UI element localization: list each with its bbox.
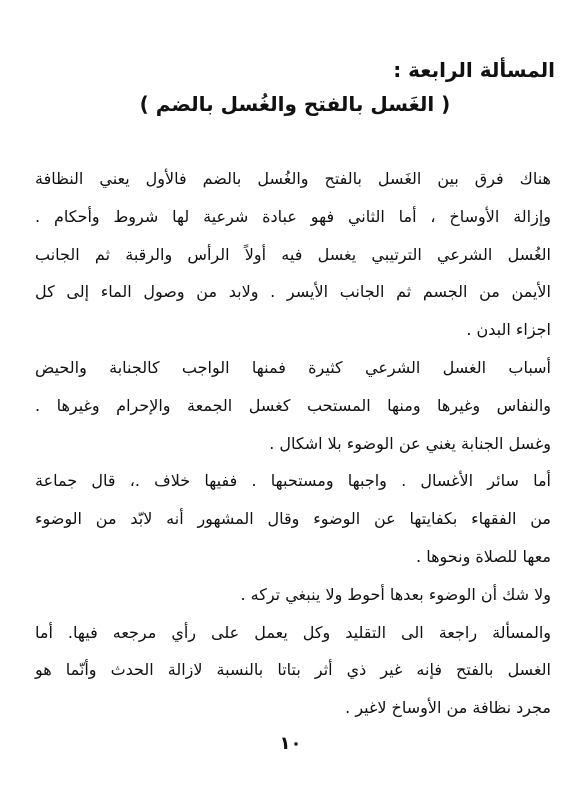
text-line: والمسألة راجعة الى التقليد وكل يعمل على رأي مرجعه فيها. أما <box>35 622 551 642</box>
section-heading: المسألة الرابعة : <box>393 58 555 82</box>
text-line: مجرد نظافة من الأوساخ لاغير . <box>345 698 551 718</box>
text-line: الغسل بالفتح فإنه غير ذي أثر بتاتا بالنسبة لازالة الحدث وأنّما هو <box>35 660 551 680</box>
text-line: وإزالة الأوساخ ، أما الثاني فهو عبادة شرعية لها شروط وأحكام . <box>35 206 551 226</box>
text-line: اجزاء البدن . <box>466 320 551 340</box>
body-text <box>35 160 551 727</box>
section-subtitle: ( الغَسل بالفتح والغُسل بالضم ) <box>139 92 451 116</box>
text-line: ولا شك أن الوضوء بعدها أحوط ولا ينبغي تركه . <box>240 584 551 604</box>
text-line: والنفاس وغيرها ومنها المستحب كغسل الجمعة والإحرام وغيرها . <box>35 395 551 415</box>
page-number: ١٠ <box>279 733 302 754</box>
text-line: الأيمن من الجسم ثم الجانب الأيسر . ولابد من وصول الماء إلى كل <box>35 282 551 302</box>
text-line: أسباب الغسل الشرعي كثيرة فمنها الواجب كالجنابة والحيض <box>35 357 551 377</box>
text-line: وغسل الجنابة يغني عن الوضوء بلا اشكال . <box>269 433 551 453</box>
text-line: معها للصلاة ونحوها . <box>416 546 551 566</box>
text-line: من الفقهاء بكفايتها عن الوضوء وقال المشهور أنه لابّد من الوضوء <box>35 509 551 529</box>
text-line: أما سائر الأغسال . واجبها ومستحبها . ففيها خلاف .، قال جماعة <box>35 471 551 491</box>
text-line: هناك فرق بين الغَسل بالفتح والغُسل بالضم فالأول يعني النظافة <box>35 169 551 188</box>
text-line: الغُسل الشرعي الترتيبي يغسل فيه أولاً الرأس والرقبة ثم الجانب <box>35 244 551 264</box>
